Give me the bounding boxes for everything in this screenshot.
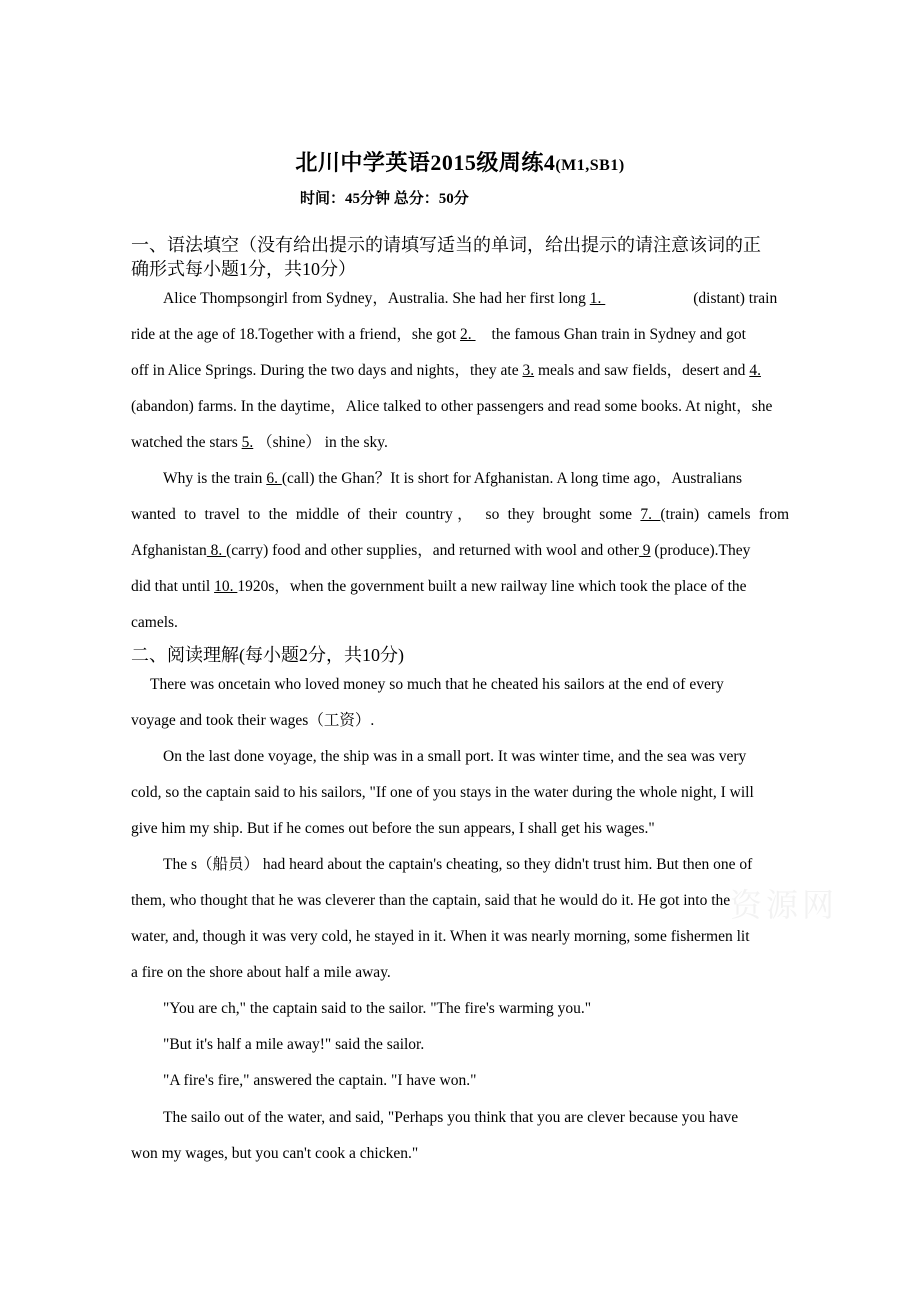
s1-p1-line4: (abandon) farms. In the daytime，Alice talked to other passengers and read some books. At night，she <box>131 398 773 415</box>
s2-line: The sailo out of the water, and said, "Perhaps you think that you are clever because you have <box>163 1109 739 1126</box>
s1-p1-line3: off in Alice Springs. During the two days and nights，they ate 3. meals and saw fields，desert and 4. <box>131 362 761 379</box>
s2-line: a fire on the shore about half a mile away. <box>131 964 391 981</box>
s2-line: give him my ship. But if he comes out before the sun appears, I shall get his wages." <box>131 820 655 837</box>
s2-line: won my wages, but you can't cook a chicken." <box>131 1145 419 1162</box>
title-main: 北川中学英语2015级周练4 <box>295 150 556 175</box>
s2-line: them, who thought that he was cleverer than the captain, said that he would do it. He got into the <box>131 892 731 909</box>
blank-3[interactable]: 3. <box>522 362 535 379</box>
s1-p1-line2: ride at the age of 18.Together with a friend，she got 2. the famous Ghan train in Sydney and got <box>131 326 746 343</box>
title-suffix: (M1,SB1) <box>555 157 625 174</box>
s2-line: cold, so the captain said to his sailors, "If one of you stays in the water during the whole night, I will <box>131 784 754 801</box>
s1-p2-line3: Afghanistan 8. (carry) food and other supplies，and returned with wool and other 9 (produce).They <box>131 542 751 559</box>
blank-7[interactable]: 7. <box>640 506 661 523</box>
exam-info: 时间：45分钟 总分：50分 <box>300 191 469 207</box>
watermark: 资源网 <box>730 887 839 923</box>
blank-10[interactable]: 10. <box>214 578 238 595</box>
blank-9[interactable]: 9 <box>638 542 651 559</box>
blank-4[interactable]: 4. <box>749 362 761 379</box>
section1-heading-line1: 一、语法填空（没有给出提示的请填写适当的单词，给出提示的请注意该词的正 <box>131 235 761 255</box>
section2-heading: 二、阅读理解(每小题2分，共10分) <box>131 645 404 665</box>
blank-8[interactable]: 8. <box>206 542 227 559</box>
page-title <box>0 146 920 177</box>
blank-5[interactable]: 5. <box>241 434 254 451</box>
s1-p2-line1: Why is the train 6. (call) the Ghan？It is short for Afghanistan. A long time ago，Australians <box>163 470 742 487</box>
s2-line: On the last done voyage, the ship was in a small port. It was winter time, and the sea was very <box>163 748 747 765</box>
s2-line: "A fire's fire," answered the captain. "I have won." <box>163 1072 477 1089</box>
section1-heading-line2: 确形式每小题1分，共10分） <box>131 259 356 279</box>
s1-p2-line5: camels. <box>131 614 178 631</box>
s2-line: "But it's half a mile away!" said the sailor. <box>163 1036 425 1053</box>
s1-p1-line5: watched the stars 5. （shine） in the sky. <box>131 434 388 451</box>
s1-p2-line4: did that until 10. 1920s，when the government built a new railway line which took the place of the <box>131 578 747 595</box>
blank-2[interactable]: 2. <box>460 326 476 343</box>
s2-line: water, and, though it was very cold, he stayed in it. When it was nearly morning, some fishermen lit <box>131 928 750 945</box>
blank-6[interactable]: 6. <box>266 470 282 487</box>
s2-line: The s（船员） had heard about the captain's cheating, so they didn't trust him. But then one of <box>163 856 753 873</box>
blank-1[interactable]: 1. <box>589 290 606 307</box>
s1-p2-line2: wanted to travel to the middle of their country， so they brought some 7. (train) camels from <box>131 506 790 523</box>
s2-line: There was oncetain who loved money so much that he cheated his sailors at the end of every <box>150 676 724 693</box>
s1-p1-line1: Alice Thompsongirl from Sydney，Australia. She had her first long 1. (distant) train <box>163 290 778 307</box>
s2-line: voyage and took their wages（工资）. <box>131 712 375 729</box>
s2-line: "You are ch," the captain said to the sailor. "The fire's warming you." <box>163 1000 592 1017</box>
